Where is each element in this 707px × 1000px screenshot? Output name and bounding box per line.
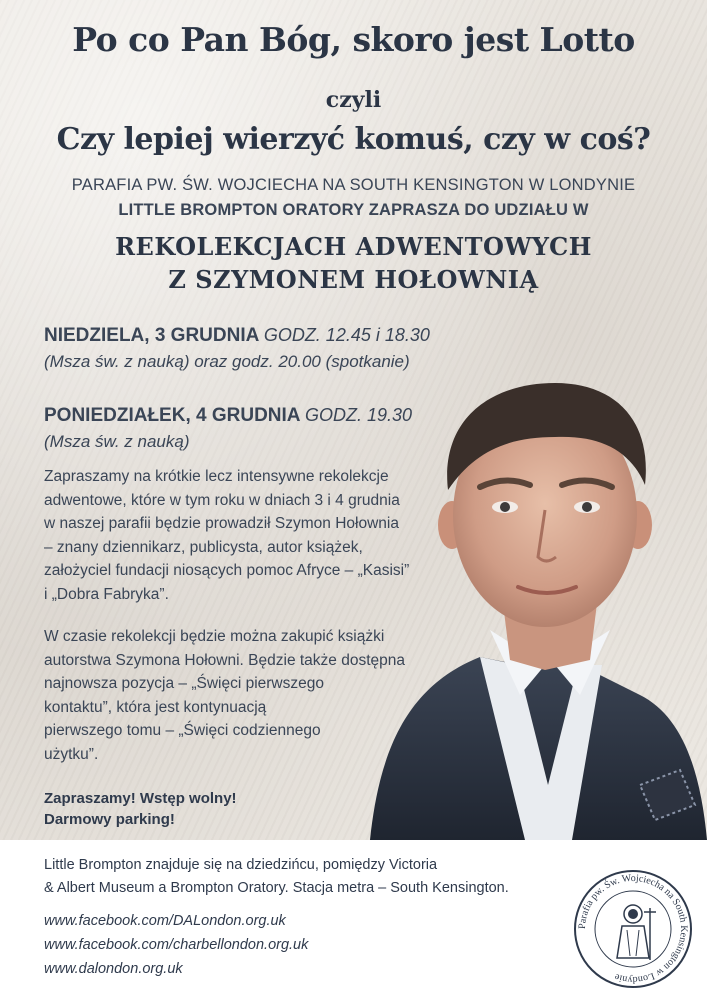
website-link[interactable]: www.dalondon.org.uk [44,961,183,977]
closing-parking: Darmowy parking! [44,811,175,828]
schedule-monday [44,405,412,427]
text-line: założyciel fundacji niosących pomoc Afryce – „Kasisi” [44,562,410,579]
text-line: adwentowe, które w tym roku w dniach 3 i 4 grudnia [44,491,400,509]
parish-line-2: LITTLE BROMPTON ORATORY ZAPRASZA DO UDZIAŁU W [118,201,589,219]
text-line: najnowsza pozycja – „Święci pierwszego [44,675,324,692]
location-line-1: Little Brompton znajduje się na dziedzińcu, pomiędzy Victoria [44,857,438,873]
main-title: Po co Pan Bóg, skoro jest Lotto [72,20,635,59]
facebook-link-charbellondon[interactable]: www.facebook.com/charbellondon.org.uk [44,937,309,953]
text-line: autorstwa Szymona Hołowni. Będzie także dostępna [44,651,406,669]
text-line: użytku”. [44,745,99,763]
text-line: pierwszego tomu – „Święci codziennego [44,722,321,739]
schedule-time: GODZ. 12.45 i 18.30 [263,325,430,345]
retreat-heading-1: REKOLEKCJACH ADWENTOWYCH [115,232,592,261]
parish-line-1: PARAFIA PW. ŚW. WOJCIECHA NA SOUTH KENSINGTON W LONDYNIE [71,176,636,194]
location-line-2: & Albert Museum a Brompton Oratory. Stacja metra – South Kensington. [44,880,509,896]
schedule-note: (Msza św. z nauką) oraz godz. 20.00 (spotkanie) [44,352,410,371]
text-line: – znany dziennikarz, publicysta, autor książek, [44,538,363,556]
retreat-heading-2: Z SZYMONEM HOŁOWNIĄ [168,265,539,294]
closing-invitation: Zapraszamy! Wstęp wolny! [44,790,237,807]
subtitle: Czy lepiej wierzyć komuś, czy w coś? [56,122,651,157]
text-line: kontaktu”, która jest kontynuacją [44,698,267,716]
schedule-time: GODZ. 19.30 [304,405,413,425]
title-connector: czyli [325,87,382,113]
facebook-link-dalondon[interactable]: www.facebook.com/DALondon.org.uk [44,913,286,929]
text-line: W czasie rekolekcji będzie można zakupić książki [44,628,385,645]
schedule-sunday [44,325,430,347]
schedule-note: (Msza św. z nauką) [44,432,190,451]
text-line: w naszej parafii będzie prowadził Szymon Hołownia [44,515,399,532]
text-line: Zapraszamy na krótkie lecz intensywne rekolekcje [44,468,389,485]
parish-seal [572,868,694,990]
text-line: i „Dobra Fabryka”. [44,585,169,603]
paragraph-books [44,625,405,766]
schedule-day: PONIEDZIAŁEK, 4 GRUDNIA [44,405,301,426]
schedule-day: NIEDZIELA, 3 GRUDNIA [44,325,260,346]
paragraph-intro [44,465,409,606]
seal-text: Parafia pw. Św. Wojciecha na South Kensington w Londynie [576,872,690,986]
